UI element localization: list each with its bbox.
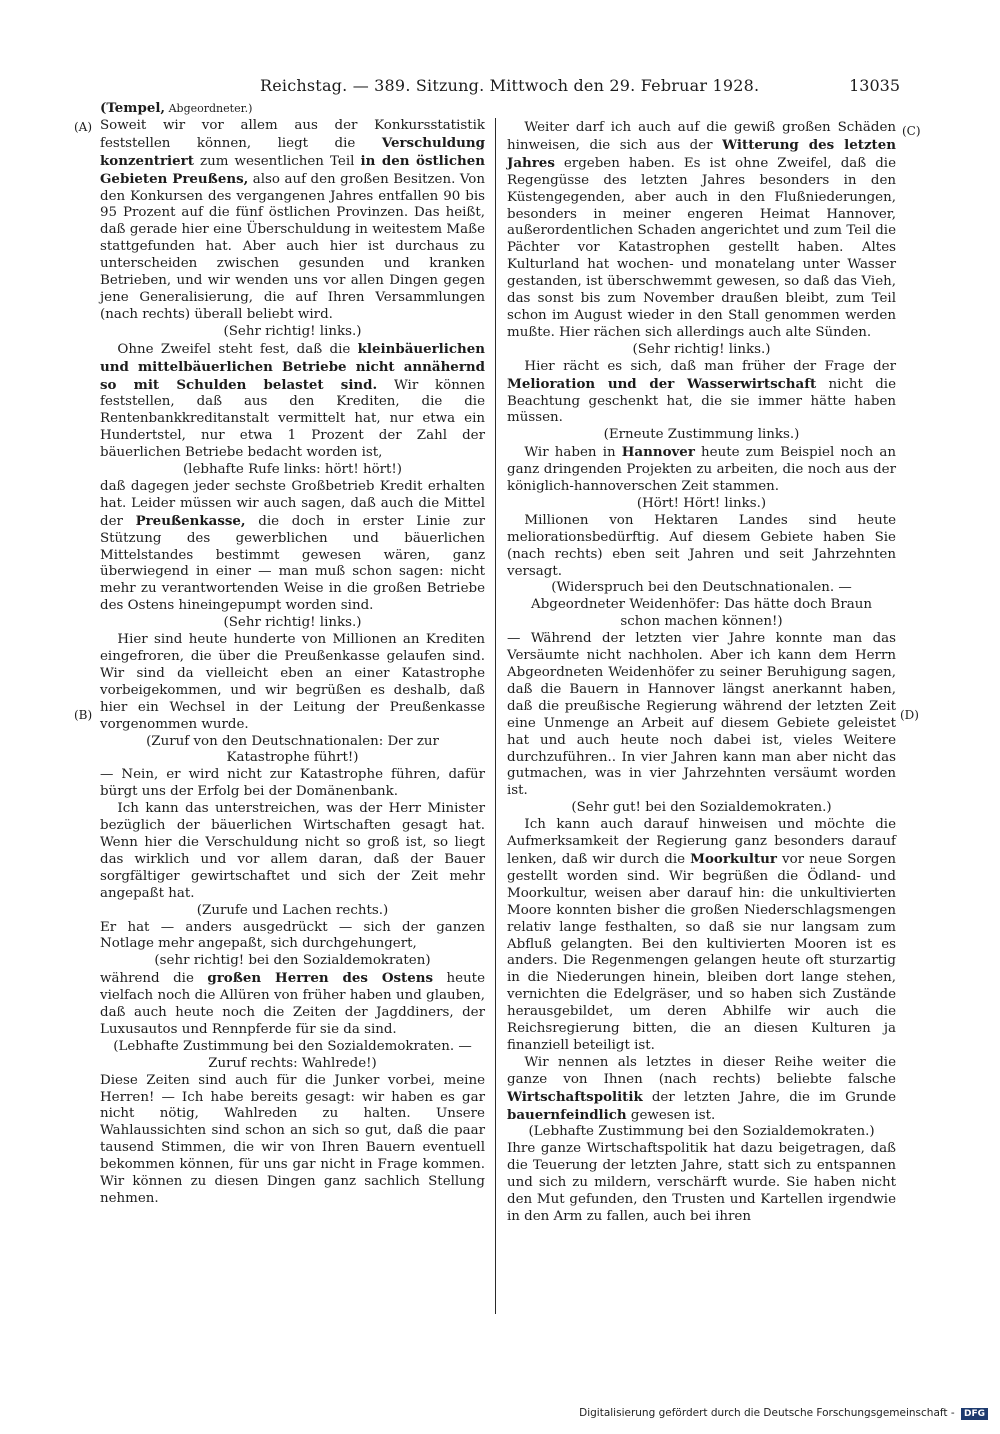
paragraph: — Nein, er wird nicht zur Katastrophe führen, dafür bürgt uns der Erfolg bei der Domänenbank. bbox=[100, 767, 485, 800]
interjection: (Sehr gut! bei den Sozialdemokraten.) bbox=[571, 800, 832, 816]
interjection: (Sehr richtig! links.) bbox=[223, 323, 362, 339]
paragraph: Wir nennen als letztes in dieser Reihe weiter die ganze von Ihnen (nach rechts) beliebte falsche Wirtschaftspolitik der letzten Jahre, die im Grunde bauernfeindlich gewesen ist. bbox=[507, 1054, 896, 1123]
paragraph: Ich kann auch darauf hinweisen und möchte die Aufmerksamkeit der Regierung ganz besonders darauf lenken, daß wir durch die Moorkultur vor neue Sorgen gestellt worden sind. Wir begrüßen die Ödland- und Moorkultur, weisen aber darauf hin: die unkultivierten Moore konnten bisher die großen Niederschlagsmengen relativ lange festhalten, so daß sie nur langsam zum Abfluß gelangten. Bei den kultivierten Mooren ist es anders. Die Regenmengen gelangen heute oft sturzartig in die Niederungen hinein, bleiben dort lange stehen, vernichten die Edelgräser, und so haben sich Zustände herausgebildet, um deren Abhilfe wir auch die Reichsregierung bitten, die an diesen Kulturen ja finanziell beteiligt ist. bbox=[507, 817, 896, 1053]
left-column bbox=[100, 100, 485, 1208]
paragraph: Wir haben in Hannover heute zum Beispiel noch an ganz dringenden Projekten zu arbeiten, die noch aus der königlich-hannoverschen Zeit stammen. bbox=[507, 444, 896, 495]
paragraph: Ihre ganze Wirtschaftspolitik hat dazu beigetragen, daß die Teuerung der letzten Jahre, statt sich zu entspannen und sich zu mildern, verschärft wurde. Sie haben nicht den Mut gefunden, den Trusten und Kartellen irgendwie in den Arm zu fallen, auch bei ihren bbox=[507, 1141, 896, 1224]
paragraph: Soweit wir vor allem aus der Konkursstatistik feststellen können, liegt die Verschuldung konzentriert zum wesentlichen Teil in den östlichen Gebieten Preußens, also auf den großen Besitzen. Von den Konkursen des vergangenen Jahres entfallen 90 bis 95 Prozent auf die fünf östlichen Provinzen. Das heißt, daß gerade hier eine Überschuldung in weitestem Maße stattgefunden hat. Aber auch hier ist durchaus zu unterscheiden zwischen gesunden und kranken Betrieben, und wir wenden uns vor allen Dingen gegen jene Generalisierung, die auf Ihren Versammlungen (nach rechts) überall beliebt wird. bbox=[100, 117, 485, 322]
interjection: (lebhafte Rufe links: hört! hört!) bbox=[182, 462, 403, 478]
paragraph: Weiter darf ich auch auf die gewiß großen Schäden hinweisen, die sich aus der Witterung des letzten Jahres ergeben haben. Es ist ohne Zweifel, daß die Regengüsse des letzten Jahres besonders in den Küstengegenden, aber auch in den Flußniederungen, besonders in meiner engeren Heimat Hannover, außerordentlichen Schaden angerichtet und zum Teil die Pächter vor Katastrophen gestellt haben. Altes Kulturland hat wochen- und monatelang unter Wasser gestanden, ist überschwemmt gewesen, so daß das Vieh, das sonst bis zum November draußen bleibt, zum Teil schon im August wieder in den Stall genommen werden mußte. Hier rächen sich allerdings auch alte Sünden. bbox=[507, 120, 896, 340]
paragraph: Diese Zeiten sind auch für die Junker vorbei, meine Herren! — Ich habe bereits gesagt: wir haben es gar nicht nötig, Wahlreden zu halten. Unsere Wahlaussichten sind schon an sich so gut, daß die paar tausend Stimmen, die wir von Ihren Bauern eventuell bekommen können, für uns gar nicht in Frage kommen. Wir können zu diesen Dingen ganz sachlich Stellung nehmen. bbox=[100, 1072, 485, 1206]
paragraph: während die großen Herren des Ostens heute vielfach noch die Allüren von früher haben und glauben, daß auch heute noch die Zeiten der Jagddiners, der Luxusautos und Rennpferde für sie da sind. bbox=[100, 970, 485, 1037]
margin-marker-c: (C) bbox=[902, 124, 921, 138]
paragraph: Millionen von Hektaren Landes sind heute meliorationsbedürftig. Auf diesem Gebiete haben Sie (nach rechts) eben seit Jahren und seit Jahrzehnten versagt. bbox=[507, 512, 896, 579]
interjection: (Erneute Zustimmung links.) bbox=[603, 427, 800, 443]
interjection: (Sehr richtig! links.) bbox=[632, 341, 771, 357]
paragraph: daß dagegen jeder sechste Großbetrieb Kredit erhalten hat. Leider müssen wir auch sagen, daß auch die Mittel der Preußenkasse, die doch in erster Linie zur Stützung des gewerblichen und bäuerlichen Mittelstandes bestimmt gewesen wären, ganz überwiegend in einer — man muß schon sagen: nicht mehr zu verantwortenden Weise in die großen Betriebe des Ostens hineingepumpt worden sind. bbox=[100, 478, 485, 614]
right-column bbox=[507, 100, 896, 1226]
paragraph: Hier sind heute hunderte von Millionen an Krediten eingefroren, die über die Preußenkasse gelaufen sind. Wir sind da vielleicht eben an einer Katastrophe vorbeigekommen, und wir begrüßen es deshalb, daß hier ein Wechsel in der Leitung der Preußenkasse vorgenommen wurde. bbox=[100, 632, 485, 732]
credit-text: Digitalisierung gefördert durch die Deutsche Forschungsgemeinschaft - bbox=[579, 1407, 955, 1419]
interjection: (Zurufe und Lachen rechts.) bbox=[196, 902, 389, 918]
dfg-logo: DFG bbox=[961, 1408, 988, 1420]
paragraph: Er hat — anders ausgedrückt — sich der ganzen Notlage mehr angepaßt, sich durchgehungert, bbox=[100, 919, 485, 952]
interjection: (Zuruf von den Deutschnationalen: Der zur Katastrophe führt!) bbox=[146, 733, 439, 766]
interjection: (Widerspruch bei den Deutschnationalen. — Abgeordneter Weidenhöfer: Das hätte doch Braun schon machen können!) bbox=[531, 580, 872, 630]
interjection: (Lebhafte Zustimmung bei den Sozialdemokraten. — Zuruf rechts: Wahlrede!) bbox=[113, 1038, 472, 1071]
speaker-line bbox=[100, 100, 485, 118]
paragraph: Ohne Zweifel steht fest, daß die kleinbäuerlichen und mittelbäuerlichen Betriebe nicht annähernd so mit Schulden belastet sind. Wir können feststellen, daß aus den Krediten, die die Rentenbankkreditanstalt vermittelt hat, nur etwa ein Hundertstel, nur etwa 1 Prozent der Zahl der bäuerlichen Betriebe bedacht worden ist, bbox=[100, 340, 485, 461]
paragraph: Ich kann das unterstreichen, was der Herr Minister bezüglich der bäuerlichen Wirtschaften gesagt hat. Wenn hier die Verschuldung nicht so groß ist, so liegt das wirklich und vor allem daran, daß der Bauer sorgfältiger gewirtschaftet und sich der Zeit mehr angepaßt hat. bbox=[100, 801, 485, 901]
paragraph: Hier rächt es sich, daß man früher der Frage der Melioration und der Wasserwirtschaft nicht die Beachtung geschenkt hat, die sie immer hätte haben müssen. bbox=[507, 358, 896, 426]
digitization-credit bbox=[579, 1407, 988, 1420]
page-number: 13035 bbox=[849, 76, 900, 95]
column-divider bbox=[495, 118, 496, 1314]
interjection: (Hört! Hört! links.) bbox=[636, 495, 767, 511]
running-header bbox=[100, 76, 900, 98]
margin-marker-d: (D) bbox=[900, 708, 919, 722]
header-title: Reichstag. — 389. Sitzung. Mittwoch den 29. Februar 1928. bbox=[260, 76, 760, 95]
margin-marker-a: (A) bbox=[74, 120, 93, 134]
paragraph: — Während der letzten vier Jahre konnte man das Versäumte nicht nachholen. Aber ich kann dem Herrn Abgeordneten Weidenhöfer zu seiner Beruhigung sagen, daß die Bauern in Hannover längst anerkannt haben, daß die preußische Regierung während der letzten Zeit eine Unmenge an Arbeit auf diesem Gebiete geleistet hat und auch heute noch dabei ist, vieles Weitere durchzuführen.. In vier Jahren kann man aber nicht das gutmachen, was in vier Jahrzehnten versäumt worden ist. bbox=[507, 631, 896, 799]
interjection: (sehr richtig! bei den Sozialdemokraten) bbox=[154, 953, 431, 969]
speaker-name: (Tempel, bbox=[100, 100, 166, 116]
interjection: (Sehr richtig! links.) bbox=[223, 615, 362, 631]
interjection: (Lebhafte Zustimmung bei den Sozialdemokraten.) bbox=[528, 1124, 875, 1140]
margin-marker-b: (B) bbox=[74, 708, 93, 722]
speaker-role: Abgeordneter.) bbox=[165, 102, 253, 115]
